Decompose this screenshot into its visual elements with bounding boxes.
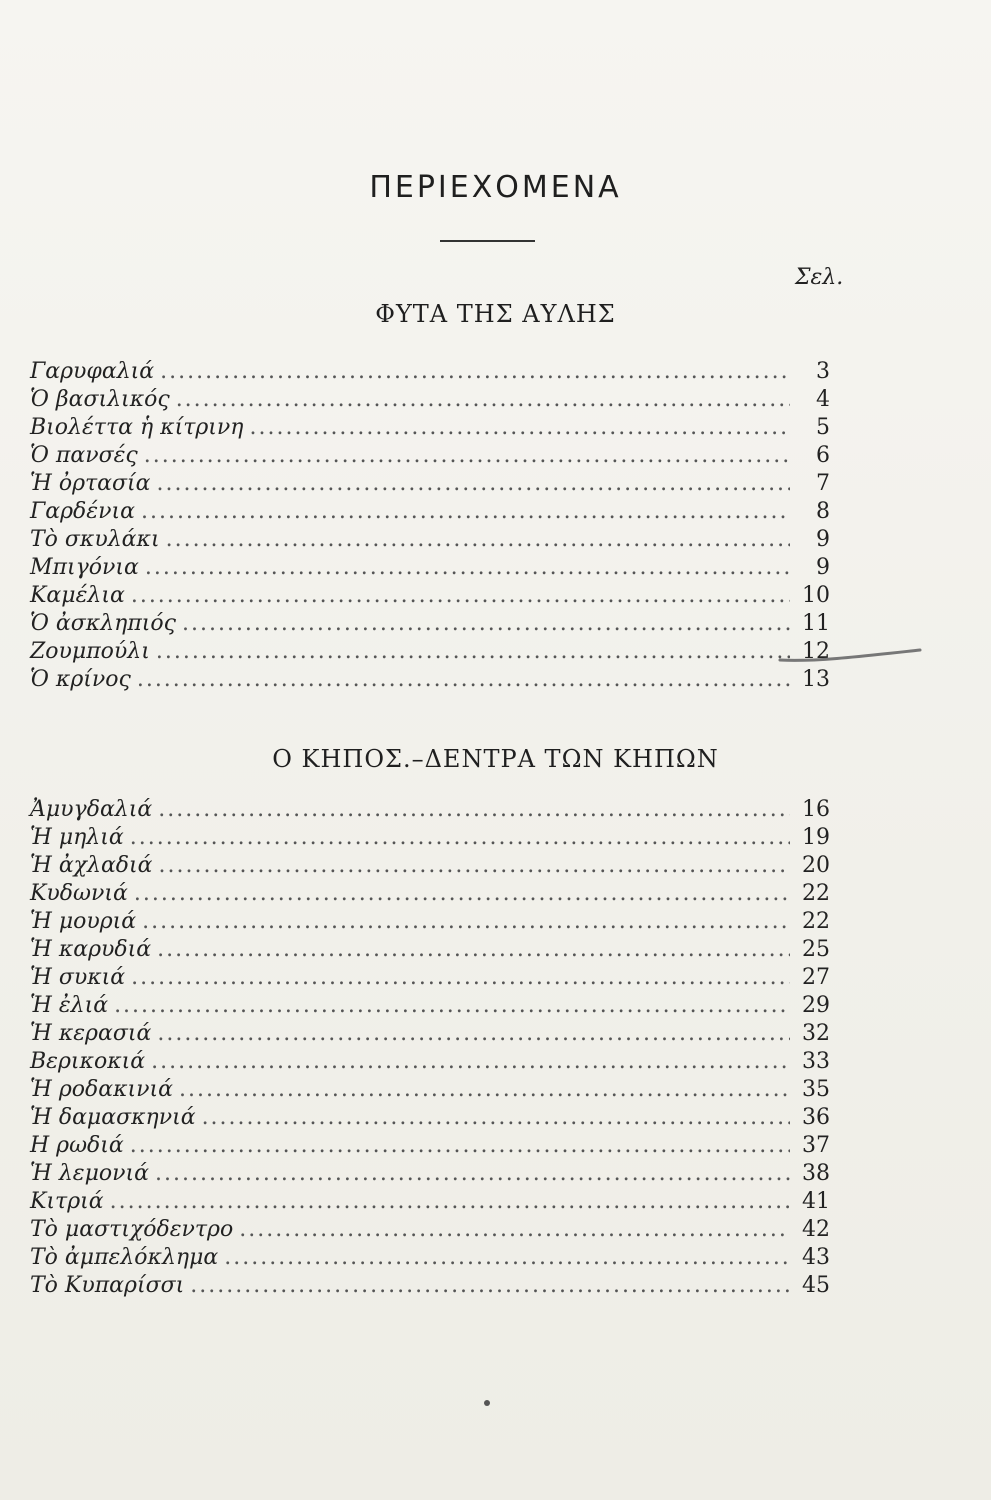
leader-dots — [137, 666, 790, 694]
toc-entry-page: 12 — [802, 639, 830, 664]
toc-entry-label: Μπιγόνια — [30, 555, 139, 580]
toc-entry — [30, 1160, 830, 1188]
toc-entry — [30, 1216, 830, 1244]
page-title: ΠΕΡΙΕΧΟΜΕΝΑ — [369, 170, 622, 205]
toc-entry-label: Ἡ μηλιά — [30, 825, 124, 850]
toc-entry — [30, 554, 830, 582]
toc-entry-label: Ἡ λεμονιά — [30, 1161, 149, 1186]
toc-entry — [30, 386, 830, 414]
toc-entry — [30, 610, 830, 638]
toc-entry — [30, 824, 830, 852]
toc-entry-label: Βιολέττα ἡ κίτρινη — [30, 415, 244, 440]
leader-dots — [131, 964, 790, 992]
leader-dots — [159, 852, 790, 880]
toc-list-courtyard-plants — [30, 358, 830, 694]
toc-entry-page: 19 — [802, 825, 830, 850]
toc-entry — [30, 964, 830, 992]
toc-entry-page: 20 — [802, 853, 830, 878]
leader-dots — [130, 824, 790, 852]
toc-entry-label: Ἡ ροδακινιά — [30, 1077, 174, 1102]
toc-entry — [30, 1272, 830, 1300]
toc-entry-page: 38 — [802, 1161, 830, 1186]
toc-entry — [30, 880, 830, 908]
toc-entry — [30, 1020, 830, 1048]
section-heading-courtyard-plants: ΦΥΤΑ ΤΗΣ ΑΥΛΗΣ — [375, 300, 616, 328]
page-column-label: Σελ. — [795, 265, 844, 290]
toc-entry-label: Βερικοκιά — [30, 1049, 146, 1074]
toc-entry — [30, 796, 830, 824]
toc-entry-label: Ἡ καρυδιά — [30, 937, 152, 962]
toc-entry — [30, 638, 830, 666]
leader-dots — [141, 498, 790, 526]
toc-entry — [30, 1188, 830, 1216]
toc-entry-page: 10 — [802, 583, 830, 608]
toc-entry-page: 22 — [802, 909, 830, 934]
toc-entry-page: 25 — [802, 937, 830, 962]
toc-entry — [30, 1104, 830, 1132]
toc-entry — [30, 414, 830, 442]
leader-dots — [239, 1216, 790, 1244]
toc-entry-page: 22 — [802, 881, 830, 906]
leader-dots — [144, 442, 790, 470]
toc-entry-label: Τὸ μαστιχόδεντρο — [30, 1217, 234, 1242]
toc-entry-page: 16 — [802, 797, 830, 822]
toc-entry-label: Τὸ σκυλάκι — [30, 527, 160, 552]
toc-entry-page: 9 — [816, 527, 830, 552]
toc-entry — [30, 1076, 830, 1104]
toc-entry — [30, 1244, 830, 1272]
toc-list-garden-trees — [30, 796, 830, 1300]
leader-dots — [157, 936, 790, 964]
toc-entry-label: Ἡ συκιά — [30, 965, 126, 990]
toc-entry-label: Ἡ δαμασκηνιά — [30, 1105, 196, 1130]
toc-entry-page: 7 — [816, 471, 830, 496]
leader-dots — [157, 1020, 790, 1048]
toc-entry-label: Ἡ κερασιά — [30, 1021, 152, 1046]
toc-entry — [30, 908, 830, 936]
toc-entry-label: Ζουμπούλι — [30, 639, 150, 664]
toc-entry-label: Η ρωδιά — [30, 1133, 124, 1158]
toc-entry — [30, 992, 830, 1020]
leader-dots — [145, 554, 790, 582]
toc-entry-label: Ἡ ὀρτασία — [30, 471, 151, 496]
leader-dots — [166, 526, 790, 554]
toc-entry-page: 33 — [802, 1049, 830, 1074]
toc-entry-page: 43 — [802, 1245, 830, 1270]
toc-entry-page: 3 — [816, 359, 830, 384]
leader-dots — [160, 358, 790, 386]
title-underline — [440, 240, 535, 242]
toc-entry-page: 32 — [802, 1021, 830, 1046]
toc-entry — [30, 582, 830, 610]
toc-entry-page: 6 — [816, 443, 830, 468]
leader-dots — [157, 470, 790, 498]
toc-entry-label: Κιτριά — [30, 1189, 104, 1214]
toc-entry-page: 35 — [802, 1077, 830, 1102]
toc-entry-label: Γαρδένια — [30, 499, 135, 524]
leader-dots — [158, 796, 790, 824]
leader-dots — [156, 638, 790, 666]
pencil-mark — [775, 638, 925, 668]
leader-dots — [182, 610, 790, 638]
leader-dots — [202, 1104, 790, 1132]
toc-entry-label: Ὁ κρίνος — [30, 667, 131, 692]
section-heading-garden-trees: Ο ΚΗΠΟΣ.–ΔΕΝΤΡΑ ΤΩΝ ΚΗΠΩΝ — [272, 745, 719, 773]
leader-dots — [179, 1076, 790, 1104]
toc-entry-page: 29 — [802, 993, 830, 1018]
toc-entry — [30, 936, 830, 964]
toc-entry-page: 11 — [802, 611, 830, 636]
toc-entry-page: 8 — [816, 499, 830, 524]
toc-entry-page: 9 — [816, 555, 830, 580]
toc-entry-label: Ἡ ἐλιά — [30, 993, 109, 1018]
toc-entry — [30, 1132, 830, 1160]
toc-entry-label: Ὁ πανσές — [30, 443, 138, 468]
toc-entry-page: 37 — [802, 1133, 830, 1158]
toc-entry-page: 13 — [802, 667, 830, 692]
toc-entry-label: Ἀμυγδαλιά — [30, 797, 153, 822]
leader-dots — [131, 582, 790, 610]
toc-entry-page: 45 — [802, 1273, 830, 1298]
ink-dot — [484, 1400, 490, 1406]
toc-entry-page: 27 — [802, 965, 830, 990]
toc-entry — [30, 526, 830, 554]
toc-entry — [30, 358, 830, 386]
toc-entry — [30, 442, 830, 470]
toc-entry — [30, 852, 830, 880]
leader-dots — [142, 908, 790, 936]
toc-entry-page: 5 — [816, 415, 830, 440]
leader-dots — [114, 992, 790, 1020]
toc-entry-label: Καμέλια — [30, 583, 125, 608]
leader-dots — [190, 1272, 790, 1300]
toc-entry-page: 42 — [802, 1217, 830, 1242]
leader-dots — [130, 1132, 790, 1160]
leader-dots — [224, 1244, 790, 1272]
toc-entry-page: 36 — [802, 1105, 830, 1130]
toc-entry — [30, 470, 830, 498]
leader-dots — [110, 1188, 790, 1216]
toc-entry-label: Ἡ μουριά — [30, 909, 137, 934]
toc-entry-label: Ἡ ἀχλαδιά — [30, 853, 153, 878]
toc-entry-label: Τὸ Κυπαρίσσι — [30, 1273, 185, 1298]
toc-entry-label: Γαρυφαλιά — [30, 359, 155, 384]
leader-dots — [151, 1048, 790, 1076]
toc-entry-label: Τὸ ἀμπελόκλημα — [30, 1245, 219, 1270]
toc-entry-label: Ὁ βασιλικός — [30, 387, 170, 412]
toc-entry — [30, 498, 830, 526]
toc-entry — [30, 666, 830, 694]
toc-entry-label: Κυδωνιά — [30, 881, 128, 906]
toc-entry-page: 41 — [802, 1189, 830, 1214]
leader-dots — [250, 414, 791, 442]
toc-entry-label: Ὁ ἀσκληπιός — [30, 611, 176, 636]
leader-dots — [134, 880, 790, 908]
toc-entry — [30, 1048, 830, 1076]
leader-dots — [176, 386, 790, 414]
leader-dots — [155, 1160, 790, 1188]
toc-entry-page: 4 — [816, 387, 830, 412]
